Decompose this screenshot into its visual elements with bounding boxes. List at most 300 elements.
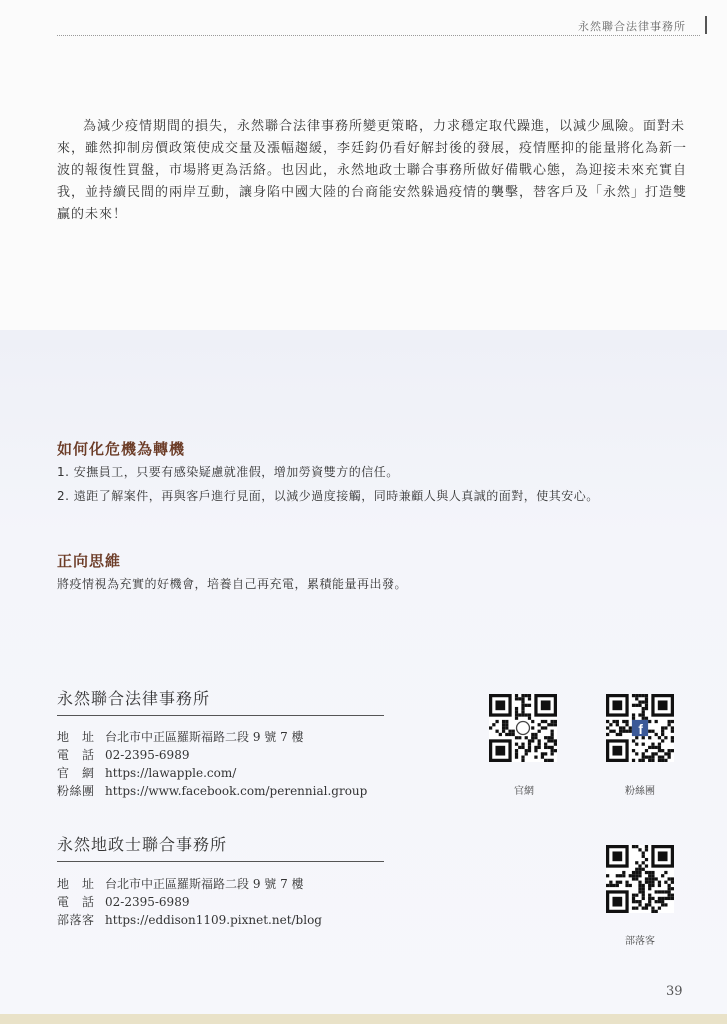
qr-code-blog[interactable] xyxy=(606,845,674,913)
law-address-row xyxy=(57,728,304,746)
qr-module xyxy=(642,713,645,716)
qr-module xyxy=(655,752,658,755)
law-firm-name: 永然聯合法律事務所 xyxy=(57,689,211,708)
qr-module xyxy=(515,713,518,716)
qr-module xyxy=(651,746,654,749)
land-phone-row xyxy=(57,893,189,911)
qr-module xyxy=(658,746,661,749)
qr-module xyxy=(651,881,654,884)
qr-module xyxy=(525,704,528,707)
qr-module xyxy=(632,894,635,897)
qr-module xyxy=(521,694,524,697)
qr-module xyxy=(544,726,547,729)
qr-module xyxy=(645,756,648,759)
qr-module xyxy=(661,756,664,759)
qr-module xyxy=(521,704,524,707)
qr-module xyxy=(551,759,554,762)
qr-module xyxy=(645,749,648,752)
qr-module xyxy=(648,720,651,723)
qr-module xyxy=(625,884,628,887)
qr-module xyxy=(651,756,654,759)
qr-module xyxy=(638,694,641,697)
qr-module xyxy=(551,733,554,736)
qr-module xyxy=(622,720,625,723)
qr-module xyxy=(642,890,645,893)
qr-module xyxy=(538,746,541,749)
qr-module xyxy=(648,884,651,887)
qr-module xyxy=(551,752,554,755)
qr-module xyxy=(671,897,674,900)
qr-module xyxy=(638,881,641,884)
qr-module xyxy=(635,868,638,871)
qr-module xyxy=(508,733,511,736)
law-phone-label: 電 話 xyxy=(57,748,95,762)
qr-module xyxy=(638,848,641,851)
qr-module xyxy=(505,720,508,723)
qr-module xyxy=(505,733,508,736)
qr-module xyxy=(521,746,524,749)
law-phone-value: 02-2395-6989 xyxy=(105,748,190,762)
qr-module xyxy=(635,861,638,864)
qr-module xyxy=(642,897,645,900)
qr-module xyxy=(632,845,635,848)
qr-module xyxy=(544,743,547,746)
qr-module xyxy=(547,746,550,749)
qr-module xyxy=(648,871,651,874)
land-phone-label: 電 話 xyxy=(57,895,95,909)
qr-module xyxy=(668,877,671,880)
qr-module xyxy=(638,871,641,874)
qr-module xyxy=(651,730,654,733)
qr-module xyxy=(638,700,641,703)
qr-module xyxy=(642,707,645,710)
qr-fanpage-caption: 粉絲團 xyxy=(625,786,655,797)
qr-module xyxy=(616,874,619,877)
qr-module xyxy=(606,884,609,887)
qr-blog-svg xyxy=(606,845,674,913)
qr-module xyxy=(661,730,664,733)
qr-module xyxy=(505,723,508,726)
qr-module xyxy=(528,697,531,700)
qr-module xyxy=(554,723,557,726)
qr-module xyxy=(551,736,554,739)
qr-module xyxy=(664,759,667,762)
positive-text: 將疫情視為充實的好機會，培養自己再充電，累積能量再出發。 xyxy=(57,577,408,591)
qr-module xyxy=(625,720,628,723)
running-header-title: 永然聯合法律事務所 xyxy=(578,20,686,33)
law-website-row[interactable] xyxy=(57,764,236,782)
qr-module xyxy=(658,890,661,893)
qr-module xyxy=(658,736,661,739)
qr-module xyxy=(645,704,648,707)
qr-module xyxy=(609,730,612,733)
qr-module xyxy=(551,720,554,723)
qr-module xyxy=(648,730,651,733)
qr-module xyxy=(661,900,664,903)
qr-module xyxy=(651,874,654,877)
qr-module xyxy=(661,874,664,877)
qr-module xyxy=(492,723,495,726)
qr-module xyxy=(619,726,622,729)
qr-module xyxy=(554,749,557,752)
qr-module xyxy=(661,903,664,906)
qr-module xyxy=(541,720,544,723)
globe-icon-bg xyxy=(515,720,531,736)
qr-module xyxy=(534,756,537,759)
qr-module xyxy=(629,726,632,729)
qr-module xyxy=(606,726,609,729)
qr-module xyxy=(635,845,638,848)
qr-module xyxy=(655,746,658,749)
qr-finder-core xyxy=(612,746,622,756)
qr-module xyxy=(609,723,612,726)
qr-fanpage-svg xyxy=(606,694,674,762)
qr-module xyxy=(651,907,654,910)
qr-module xyxy=(668,884,671,887)
qr-module xyxy=(547,736,550,739)
qr-module xyxy=(635,871,638,874)
page-bottom-strip xyxy=(0,1014,727,1024)
qr-module xyxy=(651,759,654,762)
qr-module xyxy=(668,756,671,759)
qr-module xyxy=(658,907,661,910)
qr-module xyxy=(645,717,648,720)
qr-module xyxy=(531,736,534,739)
qr-finder-core xyxy=(612,897,622,907)
qr-module xyxy=(638,887,641,890)
qr-module xyxy=(648,903,651,906)
qr-module xyxy=(664,897,667,900)
qr-module xyxy=(606,720,609,723)
qr-module xyxy=(655,733,658,736)
qr-module xyxy=(551,749,554,752)
qr-module xyxy=(668,723,671,726)
qr-module xyxy=(619,730,622,733)
qr-module xyxy=(645,877,648,880)
qr-module xyxy=(547,759,550,762)
qr-module xyxy=(541,756,544,759)
header-dotted-rule xyxy=(57,35,700,36)
qr-module xyxy=(489,726,492,729)
qr-module xyxy=(499,733,502,736)
qr-module xyxy=(632,739,635,742)
qr-module xyxy=(635,907,638,910)
qr-module xyxy=(671,894,674,897)
land-blog-row[interactable] xyxy=(57,911,322,929)
qr-module xyxy=(638,713,641,716)
qr-module xyxy=(632,759,635,762)
qr-module xyxy=(632,871,635,874)
qr-module xyxy=(664,890,667,893)
qr-module xyxy=(521,756,524,759)
qr-module xyxy=(645,700,648,703)
qr-module xyxy=(622,726,625,729)
qr-finder-core xyxy=(658,851,668,861)
qr-finder-core xyxy=(612,700,622,710)
qr-module xyxy=(642,884,645,887)
page-number: 39 xyxy=(666,984,683,999)
qr-module xyxy=(515,736,518,739)
qr-module xyxy=(638,903,641,906)
qr-module xyxy=(664,871,667,874)
qr-module xyxy=(632,713,635,716)
qr-website-svg xyxy=(489,694,557,762)
qr-module xyxy=(648,746,651,749)
qr-module xyxy=(638,704,641,707)
law-fanpage-row[interactable] xyxy=(57,782,367,800)
qr-module xyxy=(554,739,557,742)
qr-module xyxy=(515,749,518,752)
qr-module xyxy=(661,890,664,893)
qr-module xyxy=(515,752,518,755)
qr-module xyxy=(531,720,534,723)
qr-module xyxy=(629,730,632,733)
qr-module xyxy=(551,746,554,749)
qr-module xyxy=(538,730,541,733)
qr-module xyxy=(534,746,537,749)
qr-module xyxy=(528,717,531,720)
qr-module xyxy=(502,723,505,726)
qr-module xyxy=(655,720,658,723)
land-blog-link[interactable]: https://eddison1109.pixnet.net/blog xyxy=(105,913,322,927)
qr-module xyxy=(661,749,664,752)
qr-module xyxy=(638,864,641,867)
land-address-value: 台北市中正區羅斯福路二段 9 號 7 樓 xyxy=(105,877,304,891)
qr-module xyxy=(645,858,648,861)
qr-module xyxy=(541,752,544,755)
qr-module xyxy=(551,730,554,733)
qr-module xyxy=(661,733,664,736)
land-firm-rule xyxy=(57,861,384,862)
qr-module xyxy=(645,907,648,910)
law-fanpage-label: 粉絲團 xyxy=(57,784,95,798)
qr-module xyxy=(638,890,641,893)
facebook-icon-glyph: f xyxy=(638,722,643,738)
qr-module xyxy=(671,749,674,752)
qr-module xyxy=(638,884,641,887)
qr-module xyxy=(651,877,654,880)
qr-module xyxy=(528,694,531,697)
qr-module xyxy=(668,894,671,897)
qr-module xyxy=(642,894,645,897)
qr-module xyxy=(554,720,557,723)
qr-module xyxy=(521,697,524,700)
qr-module xyxy=(518,697,521,700)
qr-module xyxy=(616,723,619,726)
qr-module xyxy=(648,877,651,880)
qr-module xyxy=(544,759,547,762)
law-address-value: 台北市中正區羅斯福路二段 9 號 7 樓 xyxy=(105,730,304,744)
qr-module xyxy=(632,717,635,720)
qr-finder-core xyxy=(495,700,505,710)
qr-module xyxy=(521,710,524,713)
qr-module xyxy=(515,707,518,710)
qr-module xyxy=(664,736,667,739)
qr-module xyxy=(551,739,554,742)
qr-module xyxy=(525,694,528,697)
qr-module xyxy=(648,759,651,762)
qr-module xyxy=(635,752,638,755)
qr-module xyxy=(671,739,674,742)
qr-module xyxy=(658,759,661,762)
qr-module xyxy=(525,713,528,716)
qr-module xyxy=(664,752,667,755)
qr-module xyxy=(531,733,534,736)
qr-module xyxy=(609,884,612,887)
qr-module xyxy=(648,894,651,897)
qr-module xyxy=(642,752,645,755)
qr-module xyxy=(638,900,641,903)
qr-module xyxy=(658,881,661,884)
qr-code-website[interactable] xyxy=(489,694,557,762)
qr-module xyxy=(502,720,505,723)
qr-module xyxy=(616,720,619,723)
qr-module xyxy=(632,694,635,697)
qr-module xyxy=(606,733,609,736)
qr-module xyxy=(625,723,628,726)
qr-finder-core xyxy=(541,700,551,710)
qr-code-fanpage[interactable] xyxy=(606,694,674,762)
qr-module xyxy=(645,903,648,906)
qr-module xyxy=(635,874,638,877)
qr-module xyxy=(635,694,638,697)
qr-module xyxy=(645,697,648,700)
qr-module xyxy=(651,871,654,874)
qr-module xyxy=(632,877,635,880)
qr-module xyxy=(642,851,645,854)
qr-module xyxy=(645,881,648,884)
qr-module xyxy=(544,736,547,739)
qr-module xyxy=(538,723,541,726)
qr-module xyxy=(638,874,641,877)
qr-module xyxy=(612,720,615,723)
qr-module xyxy=(502,730,505,733)
qr-module xyxy=(638,868,641,871)
qr-module xyxy=(544,720,547,723)
law-website-link[interactable]: https://lawapple.com/ xyxy=(105,766,237,780)
qr-module xyxy=(632,874,635,877)
qr-module xyxy=(632,900,635,903)
qr-module xyxy=(648,887,651,890)
qr-module xyxy=(642,855,645,858)
qr-module xyxy=(645,848,648,851)
qr-module xyxy=(521,759,524,762)
land-phone-value: 02-2395-6989 xyxy=(105,895,190,909)
qr-module xyxy=(632,749,635,752)
qr-module xyxy=(645,845,648,848)
qr-module xyxy=(538,739,541,742)
qr-module xyxy=(645,694,648,697)
qr-module xyxy=(518,736,521,739)
qr-module xyxy=(661,726,664,729)
qr-finder-core xyxy=(495,746,505,756)
qr-module xyxy=(525,749,528,752)
law-fanpage-link[interactable]: https://www.facebook.com/perennial.group xyxy=(105,784,368,798)
qr-module xyxy=(518,746,521,749)
qr-module xyxy=(655,877,658,880)
qr-module xyxy=(671,887,674,890)
qr-module xyxy=(651,752,654,755)
qr-module xyxy=(551,723,554,726)
qr-module xyxy=(505,726,508,729)
qr-module xyxy=(651,884,654,887)
qr-module xyxy=(668,752,671,755)
qr-module xyxy=(651,910,654,913)
qr-module xyxy=(642,907,645,910)
qr-module xyxy=(515,697,518,700)
qr-module xyxy=(651,743,654,746)
qr-module xyxy=(521,713,524,716)
qr-module xyxy=(609,881,612,884)
qr-module xyxy=(521,700,524,703)
header-bar xyxy=(705,16,707,34)
qr-module xyxy=(671,877,674,880)
qr-module xyxy=(658,900,661,903)
qr-module xyxy=(638,759,641,762)
law-firm-rule xyxy=(57,715,384,716)
qr-module xyxy=(528,739,531,742)
qr-module xyxy=(538,743,541,746)
qr-module xyxy=(645,707,648,710)
qr-module xyxy=(531,726,534,729)
qr-module xyxy=(642,717,645,720)
qr-module xyxy=(642,759,645,762)
qr-module xyxy=(547,723,550,726)
qr-module xyxy=(629,884,632,887)
qr-module xyxy=(642,861,645,864)
qr-module xyxy=(664,881,667,884)
qr-module xyxy=(648,881,651,884)
qr-module xyxy=(521,707,524,710)
law-website-label: 官 網 xyxy=(57,766,95,780)
qr-module xyxy=(616,884,619,887)
qr-module xyxy=(502,726,505,729)
qr-module xyxy=(534,733,537,736)
land-address-row xyxy=(57,875,304,893)
qr-module xyxy=(495,730,498,733)
qr-module xyxy=(544,746,547,749)
qr-module xyxy=(642,700,645,703)
qr-blog-caption: 部落客 xyxy=(625,936,655,947)
qr-module xyxy=(528,749,531,752)
qr-website-caption: 官網 xyxy=(514,786,534,797)
qr-module xyxy=(655,890,658,893)
qr-module xyxy=(515,710,518,713)
qr-module xyxy=(648,897,651,900)
qr-module xyxy=(612,730,615,733)
qr-module xyxy=(661,897,664,900)
qr-module xyxy=(664,726,667,729)
qr-module xyxy=(658,756,661,759)
qr-module xyxy=(521,743,524,746)
qr-module xyxy=(512,733,515,736)
qr-module xyxy=(625,881,628,884)
qr-module xyxy=(668,890,671,893)
qr-module xyxy=(668,720,671,723)
qr-module xyxy=(655,900,658,903)
qr-module xyxy=(512,730,515,733)
intro-paragraph: 為減少疫情期間的損失，永然聯合法律事務所變更策略，力求穩定取代躁進，以減少風險。面對未來，雖然抑制房價政策使成交量及漲幅趨緩，李廷鈞仍看好解封後的發展，疫情壓抑的能量將化為新一波的報復性買盤，市場將更為活絡。也因此，永然地政士聯合事務所做好備戰心態，為迎接未來充實自我，並持續民間的兩岸互動，讓身陷中國大陸的台商能安然躲過疫情的襲擊，替客戶及「永然」打造雙贏的未來！ xyxy=(57,119,688,222)
qr-module xyxy=(632,907,635,910)
qr-module xyxy=(515,743,518,746)
qr-module xyxy=(622,874,625,877)
qr-module xyxy=(632,704,635,707)
qr-module xyxy=(635,697,638,700)
qr-module xyxy=(661,759,664,762)
qr-module xyxy=(645,871,648,874)
qr-module xyxy=(508,730,511,733)
qr-module xyxy=(619,733,622,736)
